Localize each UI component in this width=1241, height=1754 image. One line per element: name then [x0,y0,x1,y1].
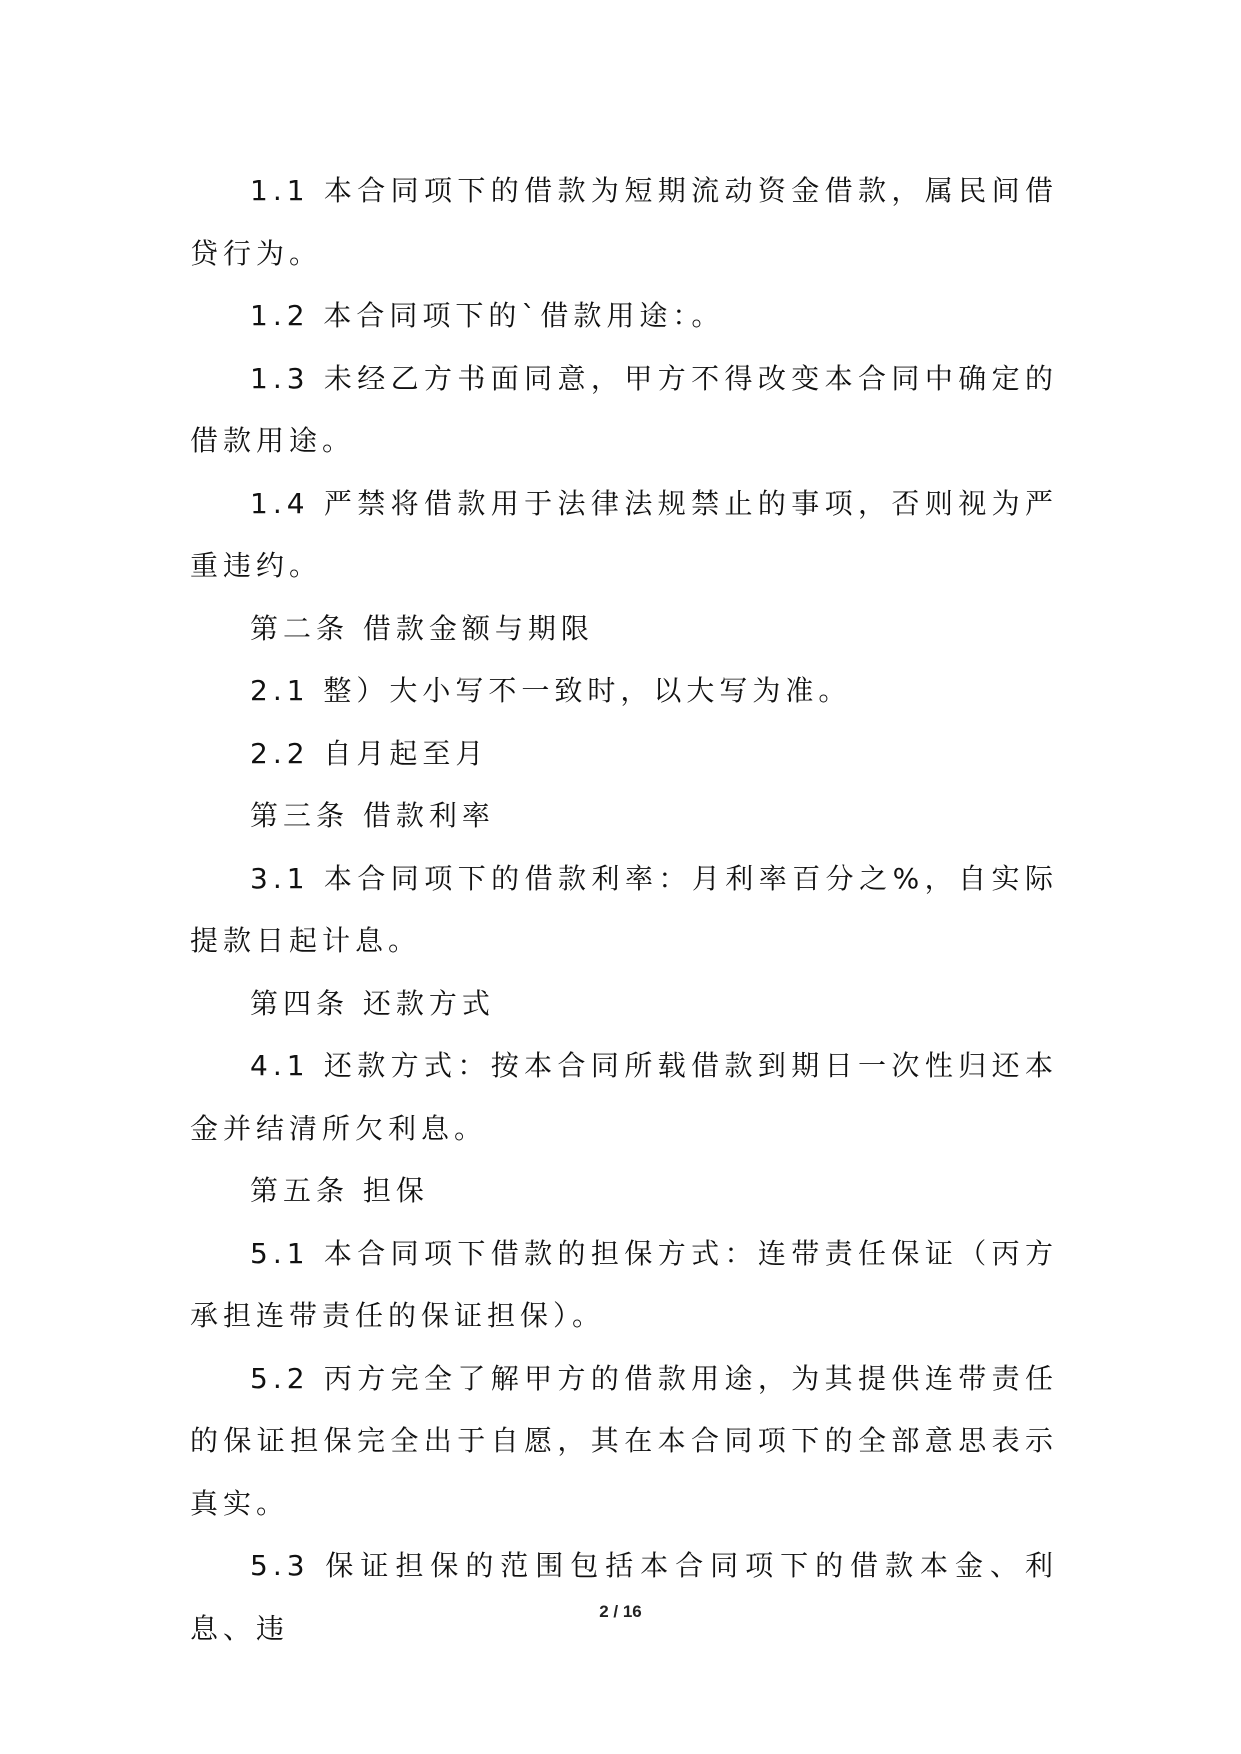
paragraph-1-2: 1.2 本合同项下的`借款用途：。 [250,299,725,332]
article-3-heading: 第三条 借款利率 [250,799,495,832]
article-5-heading: 第五条 担保 [250,1174,429,1207]
paragraph-3-1: 3.1 本合同项下的借款利率：月利率百分之%，自实际提款日起计息。 [190,861,1058,957]
paragraph-2-2: 2.2 自月起至月 [250,736,489,770]
paragraph-1-4: 1.4 严禁将借款用于法律法规禁止的事项，否则视为严重违约。 [190,486,1058,582]
paragraph-4-1: 4.1 还款方式：按本合同所载借款到期日一次性归还本金并结清所欠利息。 [190,1049,1058,1145]
page-number: 2 / 16 [599,1602,642,1621]
article-2-heading: 第二条 借款金额与期限 [250,611,594,645]
paragraph-5-1: 5.1 本合同项下借款的担保方式：连带责任保证（丙方承担连带责任的保证担保）。 [190,1236,1058,1332]
paragraph-5-2: 5.2 丙方完全了解甲方的借款用途，为其提供连带责任的保证担保完全出于自愿，其在本合同项下的全部意思表示真实。 [190,1361,1058,1520]
paragraph-1-3: 1.3 未经乙方书面同意，甲方不得改变本合同中确定的借款用途。 [190,361,1058,457]
paragraph-5-3: 5.3 保证担保的范围包括本合同项下的借款本金、利息、违 [190,1549,1058,1645]
article-4-heading: 第四条 还款方式 [250,986,495,1020]
paragraph-2-1: 2.1 整）大小写不一致时，以大写为准。 [250,674,852,707]
document-body [190,160,1058,1660]
paragraph-1-1: 1.1 本合同项下的借款为短期流动资金借款，属民间借贷行为。 [190,174,1058,270]
